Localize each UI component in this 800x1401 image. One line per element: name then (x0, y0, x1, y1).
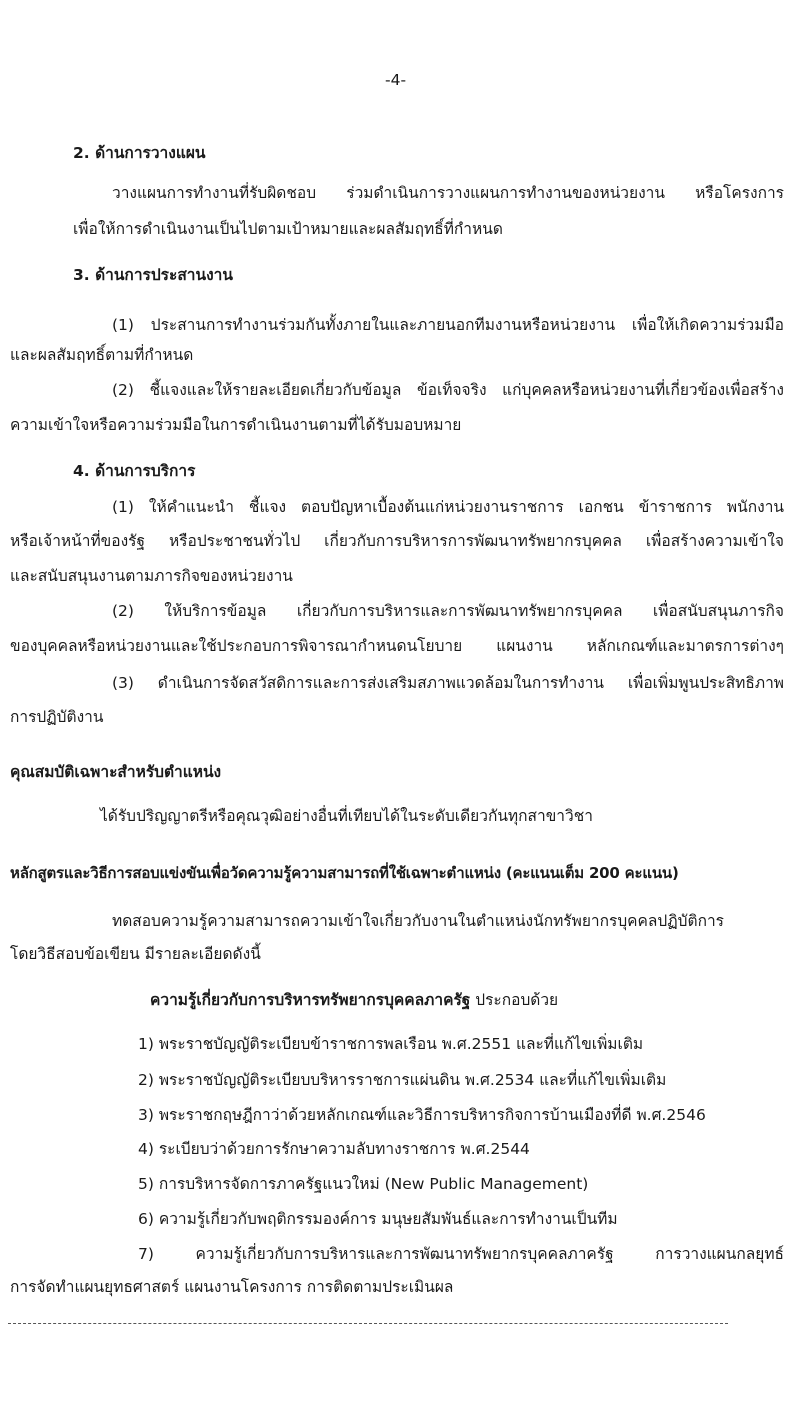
exam-intro-line2: โดยวิธีสอบข้อเขียน มีรายละเอียดดังนี้ (10, 945, 261, 963)
coordination-item1-line1: (1) ประสานการทำงานร่วมกันทั้งภายในและภายนอกทีมงานหรือหน่วยงาน เพื่อให้เกิดความร่วมมือ (112, 316, 784, 334)
service-item2-line1: (2) ให้บริการข้อมูล เกี่ยวกับการบริหารและการพัฒนาทรัพยากรบุคคล เพื่อสนับสนุนภารกิจ (112, 602, 784, 620)
list-item: 6) ความรู้เกี่ยวกับพฤติกรรมองค์การ มนุษยสัมพันธ์และการทำงานเป็นทีม (138, 1210, 618, 1228)
exam-intro-line1: ทดสอบความรู้ความสามารถความเข้าใจเกี่ยวกับงานในตำแหน่งนักทรัพยากรบุคคลปฏิบัติการ (112, 912, 724, 930)
list-item: 1) พระราชบัญญัติระเบียบข้าราชการพลเรือน พ.ศ.2551 และที่แก้ไขเพิ่มเติม (138, 1035, 644, 1053)
list-item: 7) ความรู้เกี่ยวกับการบริหารและการพัฒนาทรัพยากรบุคคลภาครัฐ การวางแผนกลยุทธ์ (138, 1245, 784, 1263)
page-number: -4- (385, 71, 407, 89)
coordination-item1-line2: และผลสัมฤทธิ์ตามที่กำหนด (10, 346, 194, 364)
service-heading: 4. ด้านการบริการ (73, 462, 196, 480)
service-item2-line2: ของบุคคลหรือหน่วยงานและใช้ประกอบการพิจารณากำหนดนโยบาย แผนงาน หลักเกณฑ์และมาตรการต่างๆ (10, 637, 784, 655)
coordination-item2-line1: (2) ชี้แจงและให้รายละเอียดเกี่ยวกับข้อมูล ข้อเท็จจริง แก่บุคคลหรือหน่วยงานที่เกี่ยวข้องเพื่อสร้าง (112, 381, 784, 399)
planning-heading: 2. ด้านการวางแผน (73, 144, 206, 162)
service-item1-line2: หรือเจ้าหน้าที่ของรัฐ หรือประชาชนทั่วไป เกี่ยวกับการบริหารการพัฒนาทรัพยากรบุคคล เพื่อสร้างความเข้าใจ (10, 532, 784, 550)
service-item1-line3: และสนับสนุนงานตามภารกิจของหน่วยงาน (10, 567, 293, 585)
list-item: 5) การบริหารจัดการภาครัฐแนวใหม่ (New Public Management) (138, 1175, 589, 1193)
list-item-continuation: การจัดทำแผนยุทธศาสตร์ แผนงานโครงการ การติดตามประเมินผล (10, 1278, 454, 1296)
service-item1-line1: (1) ให้คำแนะนำ ชี้แจง ตอบปัญหาเบื้องต้นแก่หน่วยงานราชการ เอกชน ข้าราชการ พนักงาน (112, 498, 784, 516)
knowledge-heading-line (150, 990, 558, 1010)
coordination-item2-line2: ความเข้าใจหรือความร่วมมือในการดำเนินงานตามที่ได้รับมอบหมาย (10, 416, 462, 434)
qualifications-heading: คุณสมบัติเฉพาะสำหรับตำแหน่ง (10, 763, 222, 781)
list-item: 2) พระราชบัญญัติระเบียบบริหารราชการแผ่นดิน พ.ศ.2534 และที่แก้ไขเพิ่มเติม (138, 1071, 667, 1089)
qualifications-text: ได้รับปริญญาตรีหรือคุณวุฒิอย่างอื่นที่เทียบได้ในระดับเดียวกันทุกสาขาวิชา (100, 807, 593, 825)
planning-text-line1: วางแผนการทำงานที่รับผิดชอบ ร่วมดำเนินการวางแผนการทำงานของหน่วยงาน หรือโครงการ (112, 184, 784, 202)
knowledge-heading: ความรู้เกี่ยวกับการบริหารทรัพยากรบุคคลภาครัฐ (150, 991, 471, 1009)
planning-text-line2: เพื่อให้การดำเนินงานเป็นไปตามเป้าหมายและผลสัมฤทธิ์ที่กำหนด (73, 220, 503, 238)
coordination-heading: 3. ด้านการประสานงาน (73, 266, 233, 284)
exam-heading: หลักสูตรและวิธีการสอบแข่งขันเพื่อวัดความรู้ความสามารถที่ใช้เฉพาะตำแหน่ง (คะแนนเต็ม 200 คะแนน) (10, 864, 679, 882)
service-item3-line2: การปฏิบัติงาน (10, 708, 104, 726)
knowledge-suffix: ประกอบด้วย (470, 991, 559, 1009)
list-item: 3) พระราชกฤษฎีกาว่าด้วยหลักเกณฑ์และวิธีการบริหารกิจการบ้านเมืองที่ดี พ.ศ.2546 (138, 1106, 706, 1124)
list-item: 4) ระเบียบว่าด้วยการรักษาความลับทางราชการ พ.ศ.2544 (138, 1140, 530, 1158)
dashed-divider (8, 1323, 728, 1324)
service-item3-line1: (3) ดำเนินการจัดสวัสดิการและการส่งเสริมสภาพแวดล้อมในการทำงาน เพื่อเพิ่มพูนประสิทธิภาพ (112, 674, 784, 692)
